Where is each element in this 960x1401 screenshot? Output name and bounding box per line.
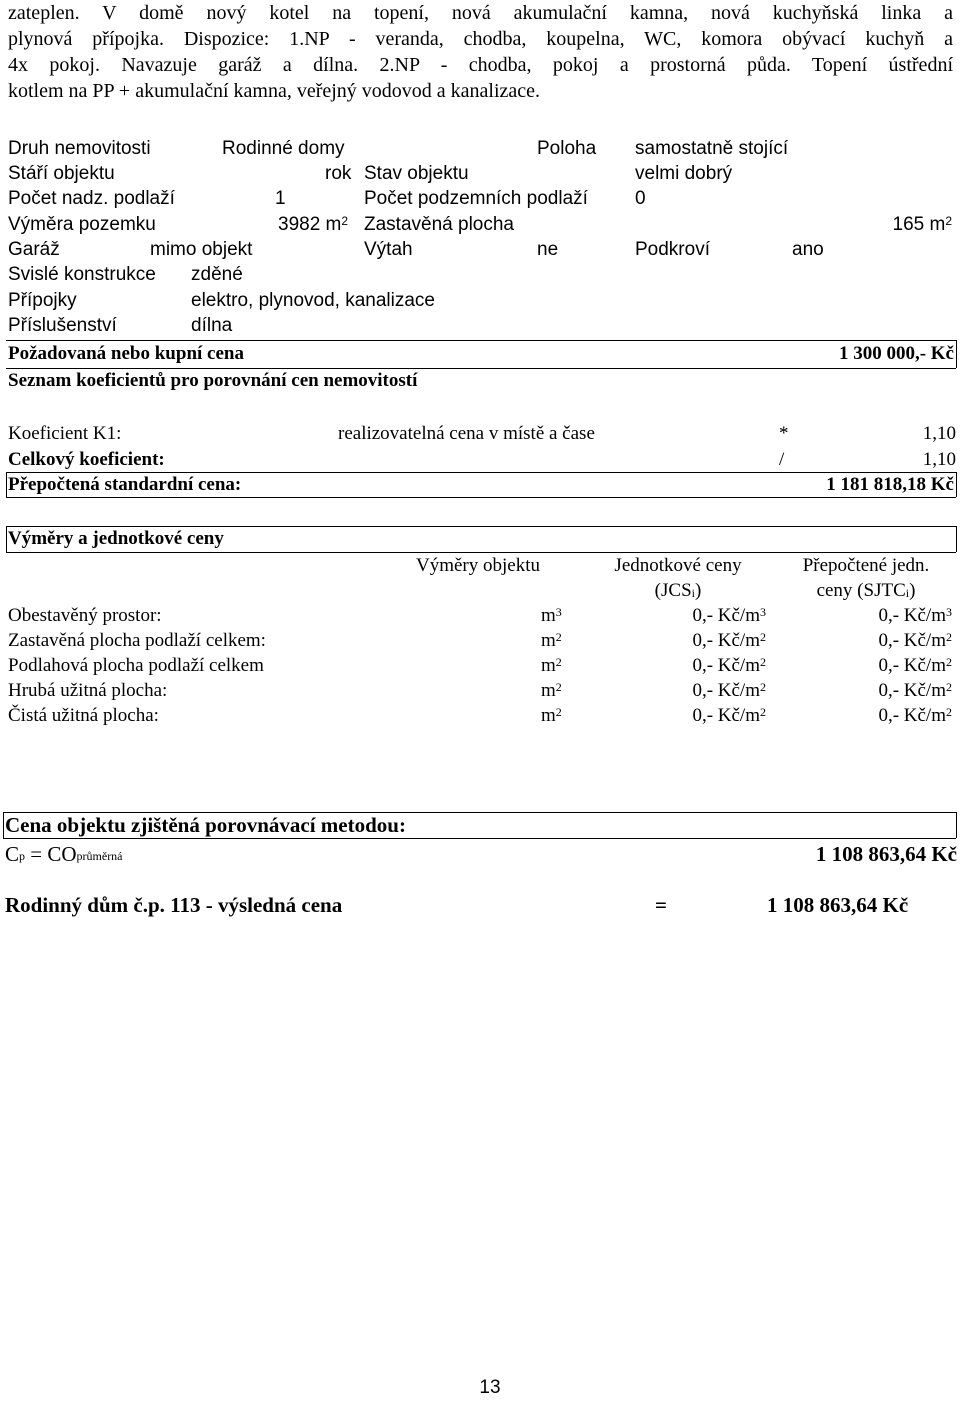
price-box-top: [6, 340, 956, 341]
stav-value: velmi dobrý: [635, 163, 733, 184]
prislusenstvi-value: dílna: [191, 315, 233, 336]
units-row-jcs: 0,- $Kč/m^2$: [692, 630, 766, 651]
units-row-label: Podlahová plocha podlaží celkem: [8, 655, 264, 676]
col-header-vymery: Výměry objektu: [416, 555, 541, 576]
units-row-label: Hrubá užitná plocha:: [8, 680, 168, 701]
units-box-top: [6, 526, 956, 527]
total-coef-value: 1,10: [922, 449, 956, 470]
price-value: 1 300 000,- Kč: [838, 343, 954, 364]
page-number: 13: [479, 1377, 501, 1398]
total-coef-label: Celkový koeficient:: [8, 449, 165, 470]
final-price-equals: =: [655, 893, 667, 917]
pripojky-value: elektro, plynovod, kanalizace: [191, 290, 435, 311]
k1-description: realizovatelná cena v místě a čase: [338, 423, 595, 444]
units-box-right: [956, 526, 957, 552]
units-row-sjtc: 0,- $Kč/m^2$: [878, 630, 952, 651]
garaz-label: Garáž: [8, 239, 60, 260]
zastavena-value: 165 $m^2$: [892, 214, 952, 235]
units-row-unit: $m^2$: [541, 655, 562, 676]
units-row-jcs: 0,- $Kč/m^2$: [692, 705, 766, 726]
col-header-jcs-sub: $(JCS_i)$: [654, 580, 702, 601]
units-row-sjtc: 0,- $Kč/m^2$: [878, 655, 952, 676]
units-row-jcs: 0,- $Kč/m^2$: [692, 655, 766, 676]
k1-label: Koeficient K1:: [8, 423, 122, 444]
coef-list-title: Seznam koeficientů pro porovnání cen nemovitostí: [8, 370, 418, 391]
vytah-value: ne: [537, 239, 559, 260]
price-box-bottom: [6, 368, 956, 369]
stari-label: Stáří objektu: [8, 163, 115, 184]
intro-line-3: 4x pokoj. Navazuje garáž a dílna. 2.NP - chodba, pokoj a prostorná půda. Topení ústřední: [8, 54, 953, 76]
podkrovi-label: Podkroví: [635, 239, 710, 260]
std-price-value: 1 181 818,18 Kč: [826, 474, 954, 495]
price-box-right: [956, 340, 957, 368]
podzemni-value: 0: [635, 188, 646, 209]
result-box-left: [3, 812, 4, 838]
std-box-bottom: [6, 497, 956, 498]
vymera-value: 3982 $m^2$: [278, 214, 349, 235]
result-formula-value: 1 108 863,64 Kč: [815, 842, 957, 866]
stav-label: Stav objektu: [364, 163, 469, 184]
units-title: Výměry a jednotkové ceny: [8, 528, 224, 549]
std-box-right: [956, 472, 957, 497]
units-row-sjtc: 0,- $Kč/m^3$: [878, 605, 952, 626]
intro-line-2: plynová přípojka. Dispozice: 1.NP - veranda, chodba, koupelna, WC, komora obývací kuchyň a: [8, 28, 953, 50]
units-row-unit: $m^2$: [541, 680, 562, 701]
result-box-bottom: [3, 838, 956, 839]
units-box-left: [6, 526, 7, 552]
pripojky-label: Přípojky: [8, 290, 77, 311]
intro-line-1: zateplen. V domě nový kotel na topení, nová akumulační kamna, nová kuchyňská linka a: [8, 2, 953, 24]
units-row-unit: $m^2$: [541, 705, 562, 726]
units-box-bottom: [6, 552, 956, 553]
druh-value: Rodinné domy: [222, 138, 345, 159]
intro-line-4: kotlem na PP + akumulační kamna, veřejný vodovod a kanalizace.: [8, 80, 541, 102]
price-label: Požadovaná nebo kupní cena: [8, 343, 244, 364]
std-box-left: [6, 472, 7, 497]
svisle-value: zděné: [191, 264, 243, 285]
col-header-sjtc: Přepočtené jedn. ceny $(SJTC_i)$: [780, 555, 952, 602]
stari-unit: rok: [325, 163, 352, 184]
col-header-jcs: Jednotkové ceny $(JCS_i)$: [596, 555, 760, 602]
podkrovi-value: ano: [792, 239, 824, 260]
garaz-value: mimo objekt: [150, 239, 253, 260]
units-row-sjtc: 0,- $Kč/m^2$: [878, 705, 952, 726]
k1-operator: *: [779, 423, 789, 444]
units-row-unit: $m^3$: [541, 605, 562, 626]
units-row-label: Zastavěná plocha podlaží celkem:: [8, 630, 266, 651]
units-row-jcs: 0,- $Kč/m^2$: [692, 680, 766, 701]
poloha-label: Poloha: [537, 138, 597, 159]
final-price-value: 1 108 863,64 Kč: [767, 893, 909, 917]
podzemni-label: Počet podzemních podlaží: [364, 188, 588, 209]
poloha-value: samostatně stojící: [635, 138, 789, 159]
result-formula: $C_p = CO_{průměrná}$: [5, 842, 123, 866]
vymera-label: Výměra pozemku: [8, 214, 156, 235]
svisle-label: Svislé konstrukce: [8, 264, 156, 285]
units-row-jcs: 0,- $Kč/m^3$: [692, 605, 766, 626]
units-row-unit: $m^2$: [541, 630, 562, 651]
zastavena-label: Zastavěná plocha: [364, 214, 514, 235]
units-row-label: Čistá užitná plocha:: [8, 705, 159, 726]
podlazi-label: Počet nadz. podlaží: [8, 188, 175, 209]
std-box-top: [6, 472, 956, 473]
final-price-label: Rodinný dům č.p. 113 - výsledná cena: [5, 893, 343, 917]
units-row-sjtc: 0,- $Kč/m^2$: [878, 680, 952, 701]
k1-value: 1,10: [922, 423, 956, 444]
podlazi-value: 1: [275, 188, 286, 209]
result-title: Cena objektu zjištěná porovnávací metodou:: [5, 813, 406, 837]
result-box-right: [956, 812, 957, 838]
col-header-sjtc-sub: ceny $(SJTC_i)$: [816, 580, 916, 601]
druh-label: Druh nemovitosti: [8, 138, 151, 159]
prislusenstvi-label: Příslušenství: [8, 315, 117, 336]
units-row-label: Obestavěný prostor:: [8, 605, 162, 626]
total-coef-operator: /: [779, 449, 785, 470]
vytah-label: Výtah: [364, 239, 413, 260]
std-price-label: Přepočtená standardní cena:: [8, 474, 242, 495]
